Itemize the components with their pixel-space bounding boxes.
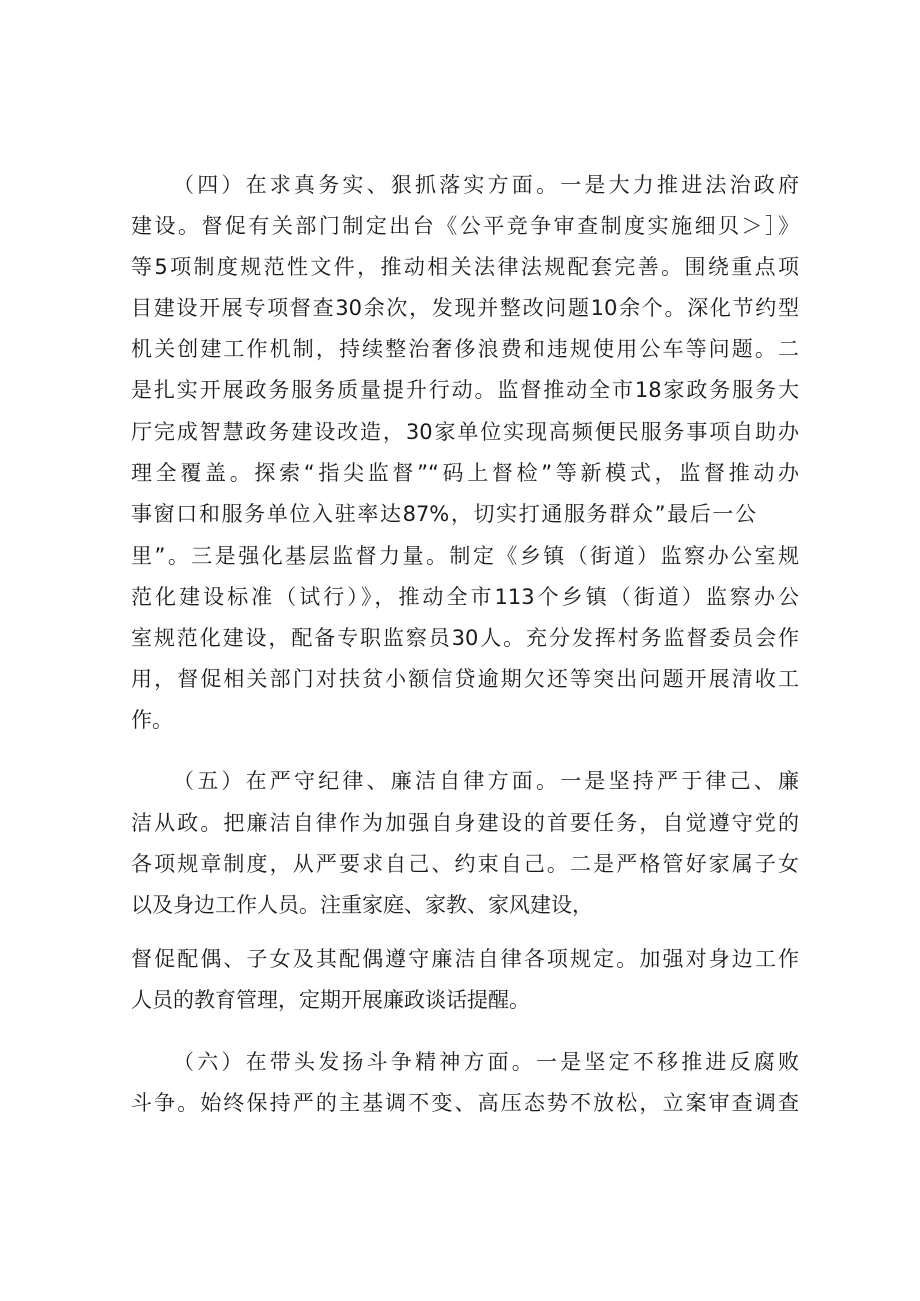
paragraph-4-line-9: 事窗口和服务单位入驻率达87%，切实打通服务群众”最后一公 xyxy=(131,502,756,526)
paragraph-5-line-4: 以及身边工作人员。注重家庭、家教、家风建设， xyxy=(131,893,593,917)
paragraph-4-line-14: 作。 xyxy=(131,708,173,732)
paragraph-5-line-3: 各项规章制度，从严要求自己、约束自己。二是严格管好家属子女 xyxy=(131,852,799,876)
paragraph-4-line-2: 建设。督促有关部门制定出台《公平竞争审查制度实施细贝＞］》 xyxy=(131,214,799,238)
paragraph-6-line-1: （六）在带头发扬斗争精神方面。一是坚定不移推进反腐败 xyxy=(173,1050,799,1074)
paragraph-4-line-1: （四）在求真务实、狠抓落实方面。一是大力推进法治政府 xyxy=(173,173,799,197)
paragraph-4-line-3: 等5项制度规范性文件，推动相关法律法规配套完善。围绕重点项 xyxy=(131,255,799,279)
paragraph-4-line-10: 里”。三是强化基层监督力量。制定《乡镇（街道）监察办公室规 xyxy=(131,544,799,568)
paragraph-4-line-8: 理全覆盖。探索“指尖监督”“码上督检”等新模式，监督推动办 xyxy=(131,461,799,485)
paragraph-4-line-5: 机关创建工作机制，持续整治奢侈浪费和违规使用公车等问题。二 xyxy=(131,337,799,361)
paragraph-5-line-1: （五）在严守纪律、廉洁自律方面。一是坚持严于律己、廉 xyxy=(173,769,799,793)
paragraph-4-line-6: 是扎实开展政务服务质量提升行动。监督推动全市18家政务服务大 xyxy=(131,378,799,402)
paragraph-4-line-13: 用，督促相关部门对扶贫小额信贷逾期欠还等突出问题开展清收工 xyxy=(131,667,799,691)
paragraph-4-line-4: 目建设开展专项督查30余次，发现并整改问题10余个。深化节约型 xyxy=(131,296,799,320)
paragraph-5-line-2: 洁从政。把廉洁自律作为加强自身建设的首要任务，自觉遵守党的 xyxy=(131,811,799,835)
paragraph-5-line-6: 人员的教育管理，定期开展廉政谈话提醒。 xyxy=(131,988,530,1012)
paragraph-4-line-7: 厅完成智慧政务建设改造，30家单位实现高频便民服务事项自助办 xyxy=(131,420,799,444)
paragraph-5-line-5: 督促配偶、子女及其配偶遵守廉洁自律各项规定。加强对身边工作 xyxy=(131,947,799,971)
paragraph-4-line-12: 室规范化建设，配备专职监察员30人。充分发挥村务监督委员会作 xyxy=(131,626,799,650)
paragraph-6-line-2: 斗争。始终保持严的主基调不变、高压态势不放松，立案审查调查 xyxy=(131,1091,799,1115)
paragraph-4-line-11: 范化建设标准（试行）》，推动全市113个乡镇（街道）监察办公 xyxy=(131,585,799,609)
